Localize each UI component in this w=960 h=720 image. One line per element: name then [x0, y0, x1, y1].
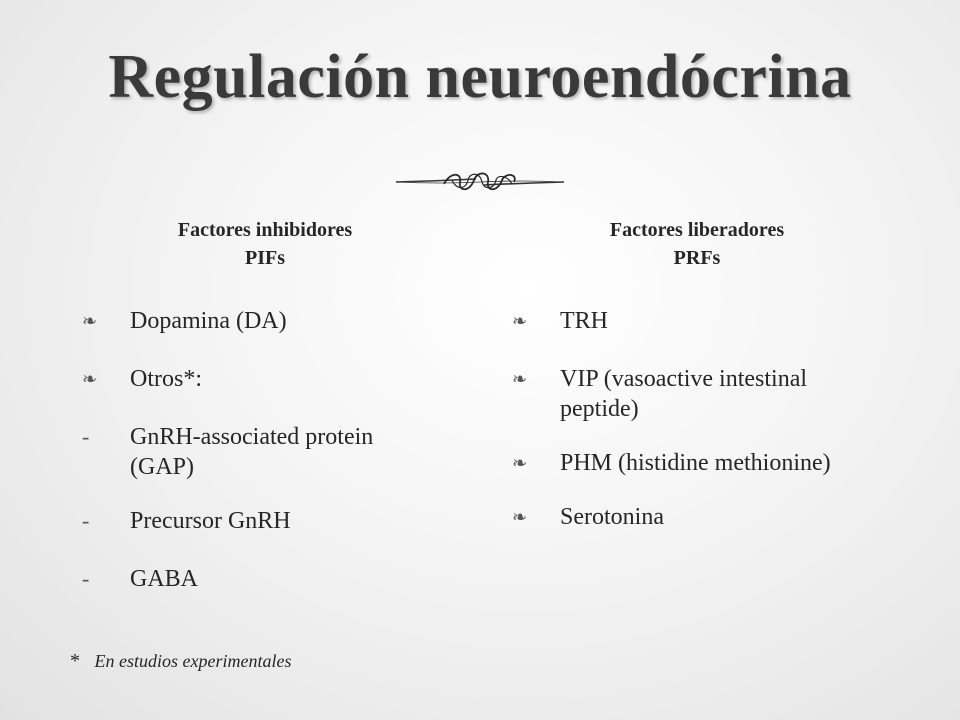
list-item — [82, 422, 442, 482]
list-item-text: GABA — [130, 566, 199, 592]
list-item-text: Dopamina (DA) — [130, 308, 287, 334]
flourish-divider — [396, 168, 564, 196]
right-header-abbrev: PRFs — [673, 247, 721, 269]
leaf-icon: ❧ — [512, 453, 528, 473]
list-item-text: Otros*: — [130, 366, 202, 392]
footnote-symbol: * — [70, 650, 80, 672]
list-item-text: Serotonina — [560, 504, 664, 530]
left-column-header — [60, 216, 470, 272]
right-header-title: Factores liberadores — [609, 219, 785, 241]
list-item — [82, 364, 442, 394]
list-item-text: PHM (histidine methionine) — [560, 450, 831, 476]
left-header-abbrev: PIFs — [245, 247, 285, 269]
leaf-icon: ❧ — [512, 507, 528, 527]
list-item — [512, 306, 872, 336]
list-item-text: TRH — [560, 308, 608, 334]
list-item-text: VIP (vasoactive intestinal peptide) — [560, 366, 808, 422]
dash-marker: - — [82, 566, 90, 591]
left-header-title: Factores inhibidores — [177, 219, 353, 241]
leaf-icon: ❧ — [82, 311, 98, 331]
list-item — [512, 502, 872, 532]
dash-marker: - — [82, 508, 90, 533]
dash-marker: - — [82, 424, 90, 449]
list-item — [512, 364, 872, 424]
releasing-factors-list — [512, 306, 872, 560]
right-column-header — [492, 216, 902, 272]
leaf-icon: ❧ — [512, 369, 528, 389]
list-item — [82, 306, 442, 336]
list-item-text: GnRH-associated protein (GAP) — [130, 424, 374, 480]
leaf-icon: ❧ — [82, 369, 98, 389]
footnote — [70, 650, 291, 673]
list-item — [82, 506, 442, 536]
list-item — [82, 564, 442, 594]
list-item-text: Precursor GnRH — [130, 508, 291, 534]
slide-title: Regulación neuroendócrina — [108, 43, 852, 111]
inhibitory-factors-list — [82, 306, 442, 622]
list-item — [512, 448, 872, 478]
footnote-text: En estudios experimentales — [94, 651, 292, 671]
leaf-icon: ❧ — [512, 311, 528, 331]
